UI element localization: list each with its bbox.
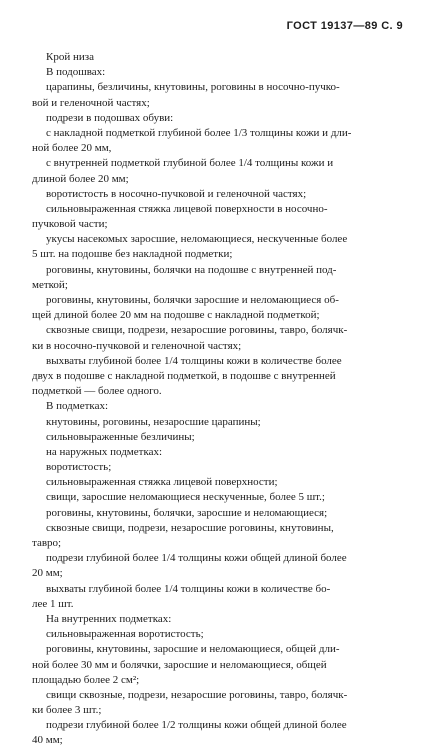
text-line: 5 шт. на подошве без накладной подметки; bbox=[32, 248, 233, 261]
text-line: подрези в подошвах обуви: bbox=[46, 111, 174, 124]
text-line: лее 1 шт. bbox=[32, 597, 74, 610]
text-line: роговины, кнутовины, болячки, заросшие и неломающиеся; bbox=[46, 506, 328, 519]
text-line: воротистость в носочно-пучковой и геленочной частях; bbox=[46, 187, 307, 200]
text-line: на наружных подметках: bbox=[46, 445, 163, 458]
text-line: сквозные свищи, подрези, незаросшие роговины, тавро, болячк- bbox=[46, 324, 348, 337]
text-line: длиной более 20 мм; bbox=[32, 172, 129, 185]
text-line: выхваты глубиной более 1/4 толщины кожи в количестве более bbox=[46, 354, 342, 367]
text-line: воротистость; bbox=[46, 461, 112, 474]
text-line: свищи сквозные, подрези, незаросшие роговины, тавро, болячк- bbox=[46, 688, 348, 701]
document-body bbox=[32, 50, 405, 749]
text-line: сквозные свищи, подрези, незаросшие роговины, кнутовины, bbox=[46, 521, 334, 534]
text-line: В подошвах: bbox=[46, 66, 106, 79]
text-line: меткой; bbox=[32, 278, 68, 291]
text-line: ки в носочно-пучковой и геленочной частях; bbox=[32, 339, 242, 352]
text-line: царапины, безличины, кнутовины, роговины в носочно-пучко- bbox=[46, 81, 340, 94]
text-line: щей длиной более 20 мм на подошве с накладной подметкой; bbox=[32, 309, 320, 322]
text-line: двух в подошве с накладной подметкой, в подошве с внутренней bbox=[32, 369, 336, 382]
text-line: ки более 3 шт.; bbox=[32, 704, 102, 717]
text-line: выхваты глубиной более 1/4 толщины кожи в количестве бо- bbox=[46, 582, 331, 595]
text-line: ной более 20 мм, bbox=[32, 142, 112, 155]
text-line: сильновыраженные безличины; bbox=[46, 430, 195, 443]
text-line: кнутовины, роговины, незаросшие царапины; bbox=[46, 415, 261, 428]
text-line: роговины, кнутовины, заросшие и неломающиеся, общей дли- bbox=[46, 643, 340, 656]
text-line: свищи, заросшие неломающиеся нескученные, более 5 шт.; bbox=[46, 491, 325, 504]
text-line: В подметках: bbox=[46, 400, 109, 413]
text-line: роговины, кнутовины, болячки на подошве с внутренней под- bbox=[46, 263, 337, 276]
text-line: с внутренней подметкой глубиной более 1/4 толщины кожи и bbox=[46, 157, 334, 170]
text-line: площадью более 2 см²; bbox=[32, 673, 140, 686]
text-line: 20 мм; bbox=[32, 567, 63, 580]
page-header: ГОСТ 19137—89 С. 9 bbox=[286, 20, 403, 32]
text-line: роговины, кнутовины, болячки заросшие и неломающиеся об- bbox=[46, 294, 339, 306]
text-line: ной более 30 мм и болячки, заросшие и неломающиеся, общей bbox=[32, 658, 327, 671]
text-line: тавро; bbox=[32, 537, 62, 549]
text-line: сильновыраженная стяжка лицевой поверхности в носочно- bbox=[46, 202, 328, 215]
text-line: подрези глубиной более 1/4 толщины кожи общей длиной более bbox=[46, 552, 347, 565]
text-line: пучковой части; bbox=[32, 218, 108, 231]
text-line: Крой низа bbox=[46, 51, 94, 63]
text-line: укусы насекомых заросшие, неломающиеся, нескученные более bbox=[46, 233, 348, 246]
text-line: 40 мм; bbox=[32, 734, 63, 747]
text-line: подметкой — более одного. bbox=[32, 385, 162, 398]
text-line: сильновыраженная воротистость; bbox=[46, 628, 204, 641]
text-line: с накладной подметкой глубиной более 1/3 толщины кожи и дли- bbox=[46, 126, 352, 139]
text-line: вой и геленочной частях; bbox=[32, 96, 150, 109]
text-line: сильновыраженная стяжка лицевой поверхности; bbox=[46, 476, 278, 489]
text-line: подрези глубиной более 1/2 толщины кожи общей длиной более bbox=[46, 719, 347, 732]
text-line: На внутренних подметках: bbox=[46, 612, 172, 625]
